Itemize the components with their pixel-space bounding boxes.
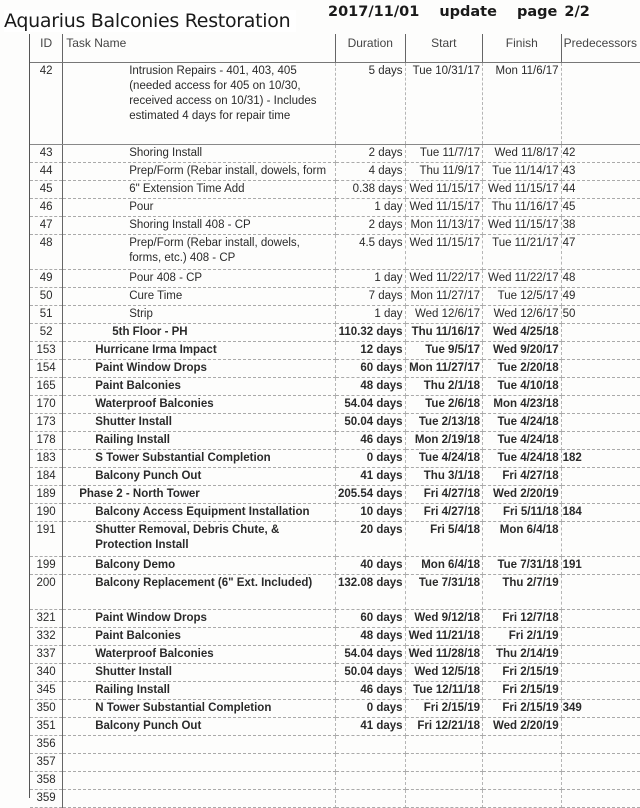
task-name[interactable]: Balcony Demo [63, 557, 336, 575]
task-start[interactable]: Wed 12/5/18 [405, 664, 482, 682]
task-predecessors[interactable] [561, 718, 640, 736]
task-id: 350 [30, 700, 63, 718]
task-name[interactable]: Shoring Install [63, 145, 336, 163]
task-id: 340 [30, 664, 63, 682]
task-start[interactable]: Tue 7/31/18 [405, 575, 482, 610]
task-finish[interactable]: Fri 12/7/18 [483, 610, 562, 628]
task-duration[interactable]: 1 day [335, 270, 405, 288]
task-predecessors[interactable] [561, 772, 640, 790]
table-row-empty[interactable] [30, 736, 640, 754]
task-predecessors[interactable] [561, 664, 640, 682]
task-name[interactable]: Waterproof Balconies [63, 646, 336, 664]
task-finish[interactable]: Tue 4/10/18 [483, 378, 562, 396]
table-row[interactable] [30, 504, 640, 522]
task-id: 190 [30, 504, 63, 522]
table-row[interactable] [30, 396, 640, 414]
task-finish[interactable]: Wed 11/8/17 [483, 145, 562, 163]
task-id: 321 [30, 610, 63, 628]
task-id: 50 [30, 288, 63, 306]
task-id: 45 [30, 181, 63, 199]
task-finish[interactable]: Thu 2/14/19 [483, 646, 562, 664]
task-finish[interactable]: Wed 12/6/17 [483, 306, 562, 324]
table-row[interactable] [30, 270, 640, 288]
table-row[interactable] [30, 682, 640, 700]
task-name[interactable]: S Tower Substantial Completion [63, 450, 336, 468]
task-duration[interactable]: 1 day [335, 199, 405, 217]
task-start[interactable]: Mon 11/27/17 [405, 288, 482, 306]
task-name[interactable]: Shoring Install 408 - CP [63, 217, 336, 235]
task-id: 44 [30, 163, 63, 181]
task-id: 189 [30, 486, 63, 504]
task-duration[interactable]: 46 days [335, 432, 405, 450]
task-duration[interactable]: 54.04 days [335, 646, 405, 664]
table-row[interactable] [30, 324, 640, 342]
task-start[interactable]: Tue 11/7/17 [405, 145, 482, 163]
task-duration[interactable]: 4.5 days [335, 235, 405, 270]
table-row[interactable] [30, 217, 640, 235]
task-predecessors[interactable]: 48 [561, 270, 640, 288]
task-start[interactable]: Mon 6/4/18 [405, 557, 482, 575]
task-start[interactable]: Thu 11/9/17 [405, 163, 482, 181]
table-row[interactable] [30, 288, 640, 306]
task-finish[interactable]: Tue 7/31/18 [483, 557, 562, 575]
task-predecessors[interactable] [561, 468, 640, 486]
task-id: 43 [30, 145, 63, 163]
task-id: 332 [30, 628, 63, 646]
task-name[interactable]: Balcony Replacement (6" Ext. Included) [63, 575, 336, 610]
table-row[interactable] [30, 360, 640, 378]
task-predecessors[interactable]: 44 [561, 181, 640, 199]
task-name[interactable] [63, 772, 336, 790]
table-row[interactable] [30, 378, 640, 396]
task-finish[interactable] [483, 736, 562, 754]
task-name[interactable] [63, 790, 336, 808]
table-row[interactable] [30, 486, 640, 504]
task-start[interactable]: Fri 2/15/19 [405, 700, 482, 718]
header-row [30, 34, 640, 63]
task-predecessors[interactable]: 50 [561, 306, 640, 324]
task-predecessors[interactable] [561, 754, 640, 772]
task-name[interactable]: Intrusion Repairs - 401, 403, 405 (needed access for 405 on 10/30, received access on 10/31) - Includes estimated 4 days for repair time [63, 63, 336, 145]
update-header [328, 4, 610, 20]
task-predecessors[interactable] [561, 324, 640, 342]
task-duration[interactable]: 40 days [335, 557, 405, 575]
task-predecessors[interactable] [561, 575, 640, 610]
task-duration[interactable]: 132.08 days [335, 575, 405, 610]
task-id: 173 [30, 414, 63, 432]
task-finish[interactable]: Thu 2/7/19 [483, 575, 562, 610]
task-finish[interactable]: Wed 4/25/18 [483, 324, 562, 342]
task-start[interactable]: Mon 2/19/18 [405, 432, 482, 450]
task-duration[interactable]: 1 day [335, 306, 405, 324]
table-row[interactable] [30, 145, 640, 163]
task-predecessors[interactable] [561, 610, 640, 628]
task-finish[interactable]: Wed 2/20/19 [483, 718, 562, 736]
task-id: 52 [30, 324, 63, 342]
table-row[interactable] [30, 63, 640, 145]
task-start[interactable]: Wed 11/21/18 [405, 628, 482, 646]
task-id: 49 [30, 270, 63, 288]
task-id: 199 [30, 557, 63, 575]
task-duration[interactable]: 41 days [335, 468, 405, 486]
task-id: 165 [30, 378, 63, 396]
task-start[interactable]: Mon 11/13/17 [405, 217, 482, 235]
column-header-finish[interactable]: Finish [483, 34, 562, 63]
task-start[interactable]: Tue 9/5/17 [405, 342, 482, 360]
task-start[interactable]: Tue 10/31/17 [405, 63, 482, 145]
task-start[interactable]: Mon 11/27/17 [405, 360, 482, 378]
task-duration[interactable]: 48 days [335, 628, 405, 646]
table-row[interactable] [30, 575, 640, 610]
task-name[interactable]: Prep/Form (Rebar install, dowels, form [63, 163, 336, 181]
task-name[interactable]: Balcony Punch Out [63, 718, 336, 736]
task-finish[interactable]: Thu 11/16/17 [483, 199, 562, 217]
task-duration[interactable]: 48 days [335, 378, 405, 396]
task-name[interactable]: Hurricane Irma Impact [63, 342, 336, 360]
table-row[interactable] [30, 342, 640, 360]
column-header-id[interactable]: ID [30, 34, 63, 63]
task-predecessors[interactable]: 43 [561, 163, 640, 181]
task-duration[interactable]: 10 days [335, 504, 405, 522]
task-id: 356 [30, 736, 63, 754]
task-predecessors[interactable] [561, 360, 640, 378]
task-predecessors[interactable] [561, 682, 640, 700]
task-finish[interactable]: Fri 4/27/18 [483, 468, 562, 486]
task-id: 42 [30, 63, 63, 145]
task-id: 46 [30, 199, 63, 217]
task-id: 184 [30, 468, 63, 486]
task-id: 345 [30, 682, 63, 700]
task-duration[interactable]: 2 days [335, 145, 405, 163]
task-name[interactable]: Shutter Install [63, 664, 336, 682]
task-start[interactable]: Tue 4/24/18 [405, 450, 482, 468]
task-start[interactable]: Fri 12/21/18 [405, 718, 482, 736]
task-id: 47 [30, 217, 63, 235]
task-id: 51 [30, 306, 63, 324]
task-predecessors[interactable] [561, 414, 640, 432]
task-name[interactable]: Paint Balconies [63, 628, 336, 646]
task-id: 183 [30, 450, 63, 468]
task-predecessors[interactable]: 49 [561, 288, 640, 306]
task-duration[interactable]: 50.04 days [335, 414, 405, 432]
task-finish[interactable]: Wed 9/20/17 [483, 342, 562, 360]
task-name[interactable]: Railing Install [63, 682, 336, 700]
task-duration[interactable] [335, 772, 405, 790]
task-start[interactable]: Wed 12/6/17 [405, 306, 482, 324]
task-finish[interactable]: Wed 2/20/19 [483, 486, 562, 504]
table-row[interactable] [30, 450, 640, 468]
task-start[interactable]: Wed 11/15/17 [405, 235, 482, 270]
page-number: page 2/2 [516, 4, 590, 20]
task-name[interactable]: Paint Window Drops [63, 360, 336, 378]
task-start[interactable]: Thu 3/1/18 [405, 468, 482, 486]
task-duration[interactable]: 0.38 days [335, 181, 405, 199]
task-predecessors[interactable] [561, 628, 640, 646]
task-start[interactable]: Thu 11/16/17 [405, 324, 482, 342]
task-predecessors[interactable] [561, 736, 640, 754]
task-name[interactable]: Pour 408 - CP [63, 270, 336, 288]
task-predecessors[interactable]: 47 [561, 235, 640, 270]
task-start[interactable] [405, 736, 482, 754]
task-predecessors[interactable] [561, 522, 640, 557]
task-id: 359 [30, 790, 63, 808]
task-finish[interactable]: Fri 2/15/19 [483, 682, 562, 700]
task-name[interactable]: N Tower Substantial Completion [63, 700, 336, 718]
table-row[interactable] [30, 522, 640, 557]
task-id: 351 [30, 718, 63, 736]
task-id: 358 [30, 772, 63, 790]
document-title: Aquarius Balconies Restoration [4, 10, 296, 32]
task-start[interactable]: Wed 11/28/18 [405, 646, 482, 664]
table-row[interactable] [30, 306, 640, 324]
task-finish[interactable]: Tue 4/24/18 [483, 450, 562, 468]
update-date: 2017/11/01 [328, 4, 420, 20]
task-duration[interactable]: 7 days [335, 288, 405, 306]
column-header-duration[interactable]: Duration [335, 34, 405, 63]
task-predecessors[interactable] [561, 646, 640, 664]
task-duration[interactable] [335, 790, 405, 808]
task-finish[interactable] [483, 790, 562, 808]
task-name[interactable] [63, 754, 336, 772]
task-start[interactable] [405, 790, 482, 808]
task-finish[interactable]: Wed 11/15/17 [483, 217, 562, 235]
task-finish[interactable]: Mon 11/6/17 [483, 63, 562, 145]
task-id: 178 [30, 432, 63, 450]
task-finish[interactable] [483, 754, 562, 772]
task-start[interactable]: Wed 9/12/18 [405, 610, 482, 628]
update-label: update [439, 4, 497, 20]
task-start[interactable]: Wed 11/22/17 [405, 270, 482, 288]
task-id: 153 [30, 342, 63, 360]
task-duration[interactable]: 60 days [335, 360, 405, 378]
table-row[interactable] [30, 646, 640, 664]
task-id: 337 [30, 646, 63, 664]
task-finish[interactable]: Fri 5/11/18 [483, 504, 562, 522]
task-duration[interactable] [335, 736, 405, 754]
column-header-predecessors[interactable]: Predecessors [561, 34, 640, 63]
schedule-sheet [29, 34, 640, 804]
task-table [30, 34, 640, 808]
task-id: 200 [30, 575, 63, 610]
task-name[interactable]: Prep/Form (Rebar install, dowels, forms, etc.) 408 - CP [63, 235, 336, 270]
table-row[interactable] [30, 414, 640, 432]
task-id: 357 [30, 754, 63, 772]
task-predecessors[interactable]: 38 [561, 217, 640, 235]
task-start[interactable]: Wed 11/15/17 [405, 181, 482, 199]
task-finish[interactable]: Tue 4/24/18 [483, 432, 562, 450]
task-duration[interactable]: 20 days [335, 522, 405, 557]
task-start[interactable] [405, 754, 482, 772]
table-row[interactable] [30, 700, 640, 718]
table-row[interactable] [30, 628, 640, 646]
table-row-empty[interactable] [30, 772, 640, 790]
task-name[interactable]: Shutter Removal, Debris Chute, & Protection Install [63, 522, 336, 557]
task-name[interactable]: Paint Balconies [63, 378, 336, 396]
task-name[interactable]: Balcony Punch Out [63, 468, 336, 486]
table-row[interactable] [30, 557, 640, 575]
task-duration[interactable]: 54.04 days [335, 396, 405, 414]
task-predecessors[interactable]: 182 [561, 450, 640, 468]
task-finish[interactable]: Wed 11/22/17 [483, 270, 562, 288]
table-row[interactable] [30, 664, 640, 682]
task-name[interactable]: Balcony Access Equipment Installation [63, 504, 336, 522]
table-row[interactable] [30, 181, 640, 199]
task-predecessors[interactable]: 45 [561, 199, 640, 217]
task-start[interactable]: Fri 4/27/18 [405, 504, 482, 522]
task-finish[interactable]: Mon 6/4/18 [483, 522, 562, 557]
task-finish[interactable]: Tue 2/20/18 [483, 360, 562, 378]
task-start[interactable]: Fri 5/4/18 [405, 522, 482, 557]
column-header-task-name[interactable]: Task Name [63, 34, 336, 63]
task-start[interactable]: Tue 12/11/18 [405, 682, 482, 700]
task-finish[interactable]: Fri 2/15/19 [483, 700, 562, 718]
task-start[interactable]: Wed 11/15/17 [405, 199, 482, 217]
task-predecessors[interactable]: 349 [561, 700, 640, 718]
task-start[interactable]: Thu 2/1/18 [405, 378, 482, 396]
task-duration[interactable] [335, 754, 405, 772]
table-row[interactable] [30, 163, 640, 181]
task-predecessors[interactable] [561, 342, 640, 360]
task-finish[interactable]: Fri 2/1/19 [483, 628, 562, 646]
task-start[interactable]: Tue 2/6/18 [405, 396, 482, 414]
task-duration[interactable]: 4 days [335, 163, 405, 181]
task-duration[interactable]: 60 days [335, 610, 405, 628]
task-name[interactable]: Strip [63, 306, 336, 324]
task-predecessors[interactable]: 42 [561, 145, 640, 163]
task-name[interactable]: 6" Extension Time Add [63, 181, 336, 199]
table-row[interactable] [30, 199, 640, 217]
task-finish[interactable]: Tue 12/5/17 [483, 288, 562, 306]
table-row[interactable] [30, 610, 640, 628]
table-row-empty[interactable] [30, 790, 640, 808]
task-predecessors[interactable] [561, 486, 640, 504]
task-start[interactable]: Tue 2/13/18 [405, 414, 482, 432]
task-name[interactable]: Waterproof Balconies [63, 396, 336, 414]
task-predecessors[interactable] [561, 63, 640, 145]
task-finish[interactable] [483, 772, 562, 790]
task-predecessors[interactable]: 191 [561, 557, 640, 575]
table-row-empty[interactable] [30, 754, 640, 772]
task-duration[interactable]: 0 days [335, 700, 405, 718]
task-id: 48 [30, 235, 63, 270]
task-duration[interactable]: 205.54 days [335, 486, 405, 504]
task-name[interactable]: Cure Time [63, 288, 336, 306]
table-row[interactable] [30, 235, 640, 270]
task-name[interactable]: Phase 2 - North Tower [63, 486, 336, 504]
task-name[interactable]: 5th Floor - PH [63, 324, 336, 342]
task-predecessors[interactable] [561, 432, 640, 450]
task-id: 191 [30, 522, 63, 557]
task-finish[interactable]: Tue 4/24/18 [483, 414, 562, 432]
table-row[interactable] [30, 432, 640, 450]
task-duration[interactable]: 41 days [335, 718, 405, 736]
task-finish[interactable]: Mon 4/23/18 [483, 396, 562, 414]
task-id: 170 [30, 396, 63, 414]
task-duration[interactable]: 110.32 days [335, 324, 405, 342]
column-header-start[interactable]: Start [405, 34, 482, 63]
task-finish[interactable]: Fri 2/15/19 [483, 664, 562, 682]
task-name[interactable]: Paint Window Drops [63, 610, 336, 628]
task-predecessors[interactable]: 184 [561, 504, 640, 522]
task-name[interactable]: Railing Install [63, 432, 336, 450]
table-row[interactable] [30, 718, 640, 736]
task-predecessors[interactable] [561, 790, 640, 808]
task-duration[interactable]: 5 days [335, 63, 405, 145]
task-id: 154 [30, 360, 63, 378]
task-name[interactable]: Shutter Install [63, 414, 336, 432]
task-predecessors[interactable] [561, 396, 640, 414]
task-predecessors[interactable] [561, 378, 640, 396]
task-duration[interactable]: 46 days [335, 682, 405, 700]
task-name[interactable] [63, 736, 336, 754]
task-duration[interactable]: 50.04 days [335, 664, 405, 682]
task-finish[interactable]: Wed 11/15/17 [483, 181, 562, 199]
task-finish[interactable]: Tue 11/14/17 [483, 163, 562, 181]
task-duration[interactable]: 2 days [335, 217, 405, 235]
task-duration[interactable]: 12 days [335, 342, 405, 360]
task-duration[interactable]: 0 days [335, 450, 405, 468]
table-row[interactable] [30, 468, 640, 486]
task-name[interactable]: Pour [63, 199, 336, 217]
task-finish[interactable]: Tue 11/21/17 [483, 235, 562, 270]
task-start[interactable]: Fri 4/27/18 [405, 486, 482, 504]
task-start[interactable] [405, 772, 482, 790]
